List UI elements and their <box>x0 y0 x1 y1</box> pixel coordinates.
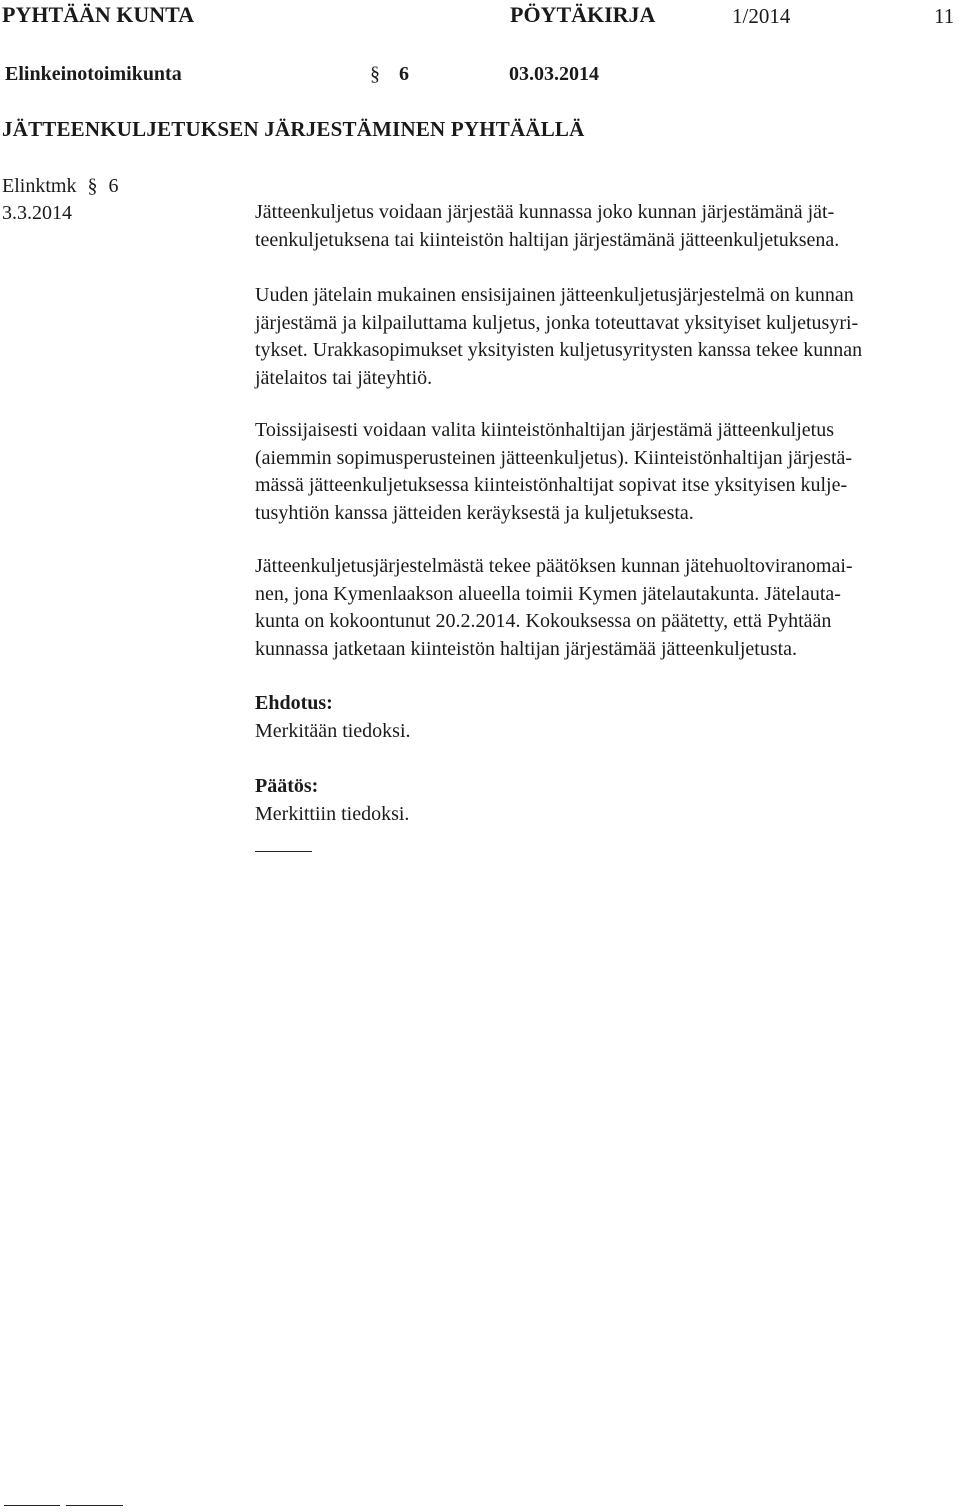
footer-divider-right <box>66 1505 123 1506</box>
paragraph-line: tykset. Urakkasopimukset yksityisten kuljetusyritysten kanssa tekee kunnan <box>255 339 863 361</box>
paragraph-line: jätelaitos tai jäteyhtiö. <box>255 366 433 389</box>
paragraph-line: teenkuljetuksena tai kiinteistön haltijan järjestämänä jätteenkuljetuksena. <box>255 228 840 251</box>
side-reference-line1 <box>2 173 118 199</box>
document-type: PÖYTÄKIRJA <box>510 2 656 27</box>
side-reference-body: Elinktmk <box>2 175 77 197</box>
side-reference-date: 3.3.2014 <box>2 202 72 224</box>
paragraph-line: Jätteenkuljetusjärjestelmästä tekee päätöksen kunnan jätehuoltoviranomai- <box>255 555 853 577</box>
paragraph <box>255 553 853 663</box>
proposal-text: Merkitään tiedoksi. <box>255 719 411 742</box>
paragraph-line: Toissijaisesti voidaan valita kiinteistönhaltijan järjestämä jätteenkuljetus <box>255 419 835 441</box>
paragraph-line: kunta on kokoontunut 20.2.2014. Kokouksessa on päätetty, että Pyhtään <box>255 610 832 632</box>
paragraph <box>255 282 862 392</box>
decision-label: Päätös: <box>255 775 319 797</box>
section-number: 6 <box>399 63 409 85</box>
paragraph-line: kunnassa jatketaan kiinteistön haltijan järjestämää jätteenkuljetusta. <box>255 637 798 660</box>
page-number: 11 <box>934 4 955 28</box>
paragraph-line: mässä jätteenkuljetuksessa kiinteistönhaltijat sopivat itse yksityisen kulje- <box>255 474 848 496</box>
meeting-date: 03.03.2014 <box>509 63 599 85</box>
paragraph <box>255 417 852 527</box>
committee-name: Elinkeinotoimikunta <box>5 63 182 85</box>
side-reference-symbol: § <box>87 175 98 197</box>
footer-divider-left <box>4 1505 60 1506</box>
document-number: 1/2014 <box>732 4 791 28</box>
paragraph-line: järjestämä ja kilpailuttama kuljetus, jonka toteuttavat yksityiset kuljetusyri- <box>255 311 859 334</box>
side-reference-number: 6 <box>108 175 119 197</box>
paragraph <box>255 199 839 254</box>
proposal-label: Ehdotus: <box>255 692 333 714</box>
section-symbol: § <box>370 63 380 85</box>
paragraph-line: tusyhtiön kanssa jätteiden keräyksestä ja kuljetuksesta. <box>255 501 694 524</box>
paragraph-line: Jätteenkuljetus voidaan järjestää kunnassa joko kunnan järjestämänä jät- <box>255 201 835 223</box>
municipality-name: PYHTÄÄN KUNTA <box>2 2 195 27</box>
paragraph-line: nen, jona Kymenlaakson alueella toimii Kymen jätelautakunta. Jätelauta- <box>255 582 841 605</box>
proposal-block <box>255 690 411 745</box>
end-divider <box>255 851 312 852</box>
paragraph-line: Uuden jätelain mukainen ensisijainen jätteenkuljetusjärjestelmä on kunnan <box>255 284 854 306</box>
decision-text: Merkittiin tiedoksi. <box>255 802 410 825</box>
paragraph-line: (aiemmin sopimusperusteinen jätteenkuljetus). Kiinteistönhaltijan järjestä- <box>255 446 853 469</box>
document-title: JÄTTEENKULJETUKSEN JÄRJESTÄMINEN PYHTÄÄLLÄ <box>2 117 585 141</box>
decision-block <box>255 773 409 828</box>
